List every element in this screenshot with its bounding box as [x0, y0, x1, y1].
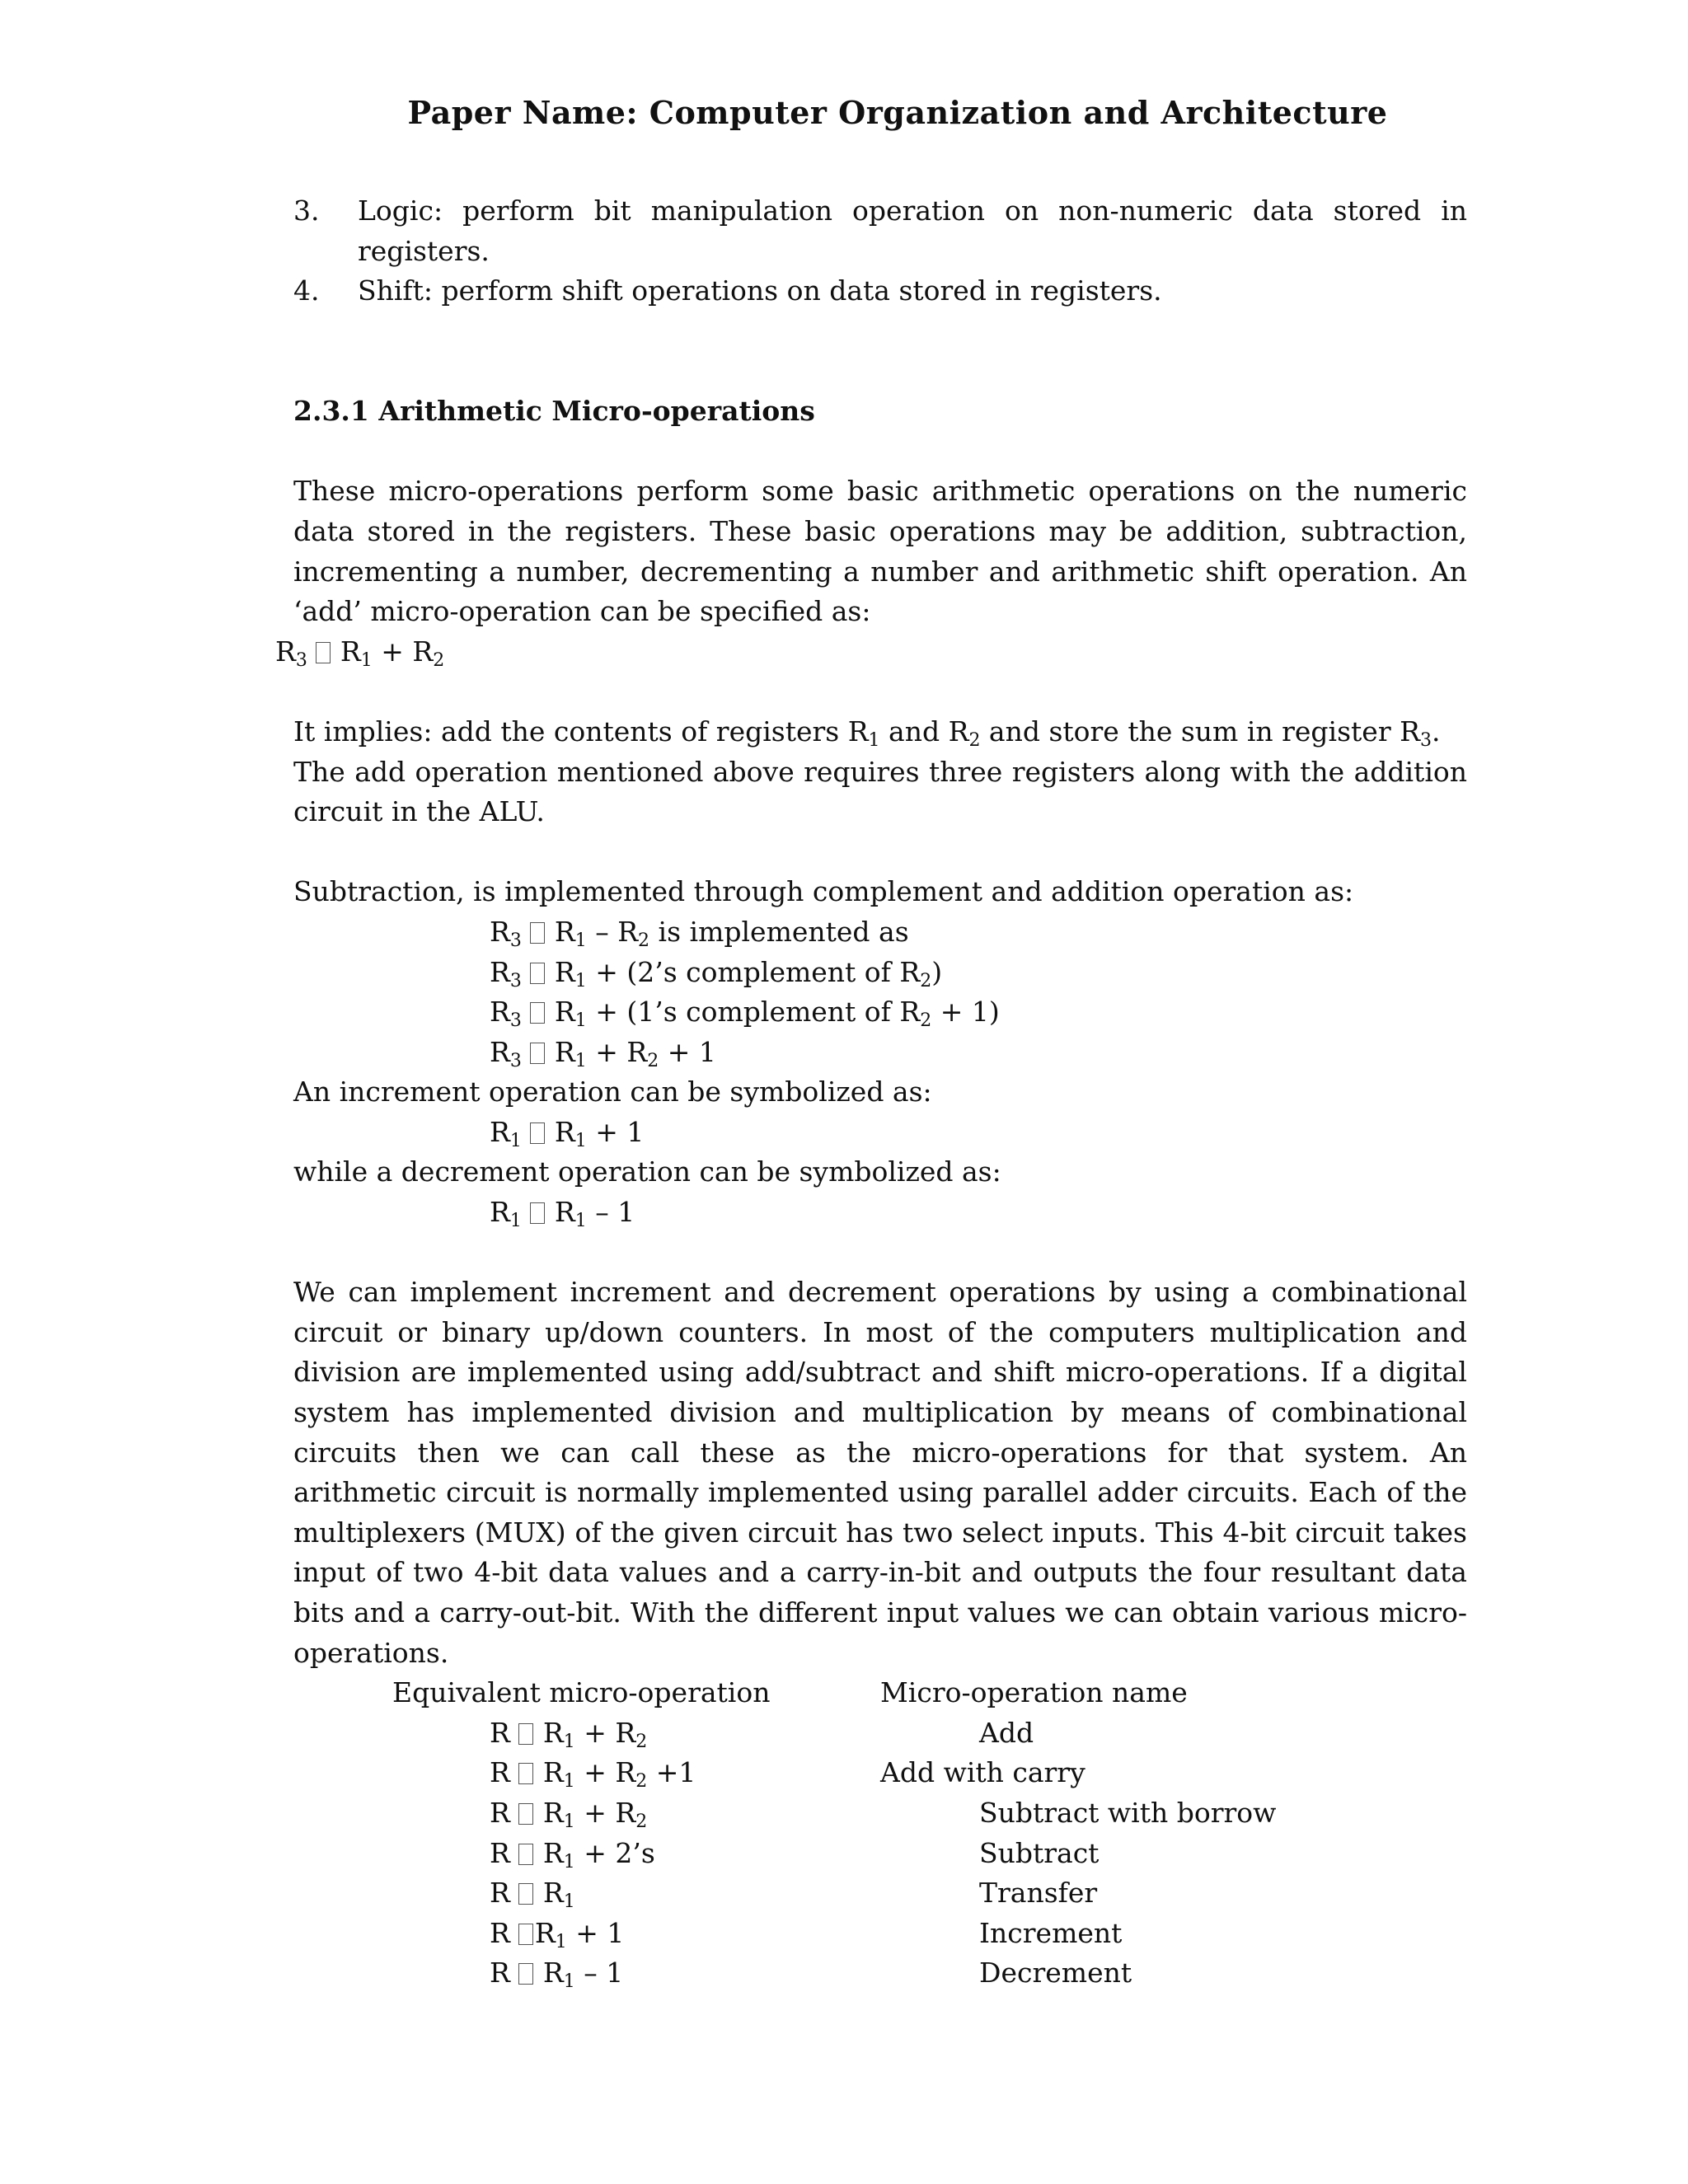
list-number: 3. [293, 194, 320, 227]
arrow-glyph-icon [316, 642, 331, 663]
table-row [293, 1834, 1467, 1874]
equation-sub-4: $R_3$ $R_1 + R_2 + 1$ [490, 1035, 716, 1071]
arrow-glyph-icon [518, 1723, 533, 1745]
micro-operation-table [293, 1673, 1467, 1994]
equation-increment: $R_1$ $R_1 + 1$ [490, 1115, 645, 1151]
list-text: Shift: perform shift operations on data stored in registers. [358, 274, 1162, 307]
paragraph-subtraction: Subtraction, is implemented through complement and addition operation as: [293, 875, 1354, 908]
table-cell-name: Transfer [979, 1877, 1098, 1910]
arrow-glyph-icon [530, 1202, 545, 1224]
document-body [275, 191, 1467, 1994]
table-cell-equation: R $R_1 + R_2$ [490, 1796, 648, 1832]
table-row [293, 1873, 1467, 1914]
page-title: Paper Name: Computer Organization and Architecture [407, 94, 1388, 131]
arrow-glyph-icon [530, 1122, 545, 1144]
list-number: 4. [293, 274, 320, 307]
table-row [293, 1914, 1467, 1954]
table-row [293, 1753, 1467, 1793]
arrow-glyph-icon [518, 1963, 533, 1985]
paragraph-increment: An increment operation can be symbolized as: [293, 1076, 932, 1108]
equation-sub-3: $R_3$ $R_1$ + (1’s complement of $R_2 + 1$) [490, 996, 1000, 1032]
table-cell-name: Subtract with borrow [979, 1796, 1277, 1829]
table-cell-equation: R $R_1$ [490, 1877, 575, 1913]
paragraph-intro: These micro-operations perform some basic arithmetic operations on the numeric data stored in the registers. These basic operations may be addition, subtraction, incrementing a number, decrementing a number and arithmetic shift operation. An ‘add’ micro-operation can be specified as: [293, 475, 1467, 628]
table-row [293, 1793, 1467, 1834]
table-cell-equation: R $R_1 + R_2$ [490, 1716, 648, 1752]
arrow-glyph-icon [530, 922, 545, 944]
table-cell-equation: R $R_1 + 1$ [490, 1916, 625, 1952]
paragraph-decrement: while a decrement operation can be symbolized as: [293, 1155, 1001, 1188]
table-cell-equation: R $R_1 - 1$ [490, 1957, 624, 1993]
paragraph-implementation: We can implement increment and decrement operations by using a combinational circuit or binary up/down counters. In most of the computers multiplication and division are implemented using add/subtract and shift micro-operations. If a digital system has implemented division and multiplication by means of combinational circuits then we can call these as the micro-operations for that system. An arithmetic circuit is normally implemented using parallel adder circuits. Each of the multiplexers (MUX) of the given circuit has two select inputs. This 4-bit circuit takes input of two 4-bit data values and a carry-in-bit and outputs the four resultant data bits and a carry-out-bit. With the different input values we can obtain various micro-operations. [293, 1276, 1467, 1669]
table-cell-name: Increment [979, 1916, 1123, 1949]
list-item-logic [293, 191, 1467, 271]
arrow-glyph-icon [518, 1844, 533, 1865]
table-row [293, 1953, 1467, 1994]
table-cell-equation: R $R_1 + R_2 +1$ [490, 1756, 696, 1793]
table-cell-equation: R $R_1$ + 2’s [490, 1836, 655, 1872]
paragraph-add-requirement: The add operation mentioned above requires three registers along with the addition circuit in the ALU. [293, 755, 1467, 828]
equation-sub-1: $R_3$ $R_1 - R_2$ is implemented as [490, 915, 909, 951]
arrow-glyph-icon [530, 1043, 545, 1064]
arrow-glyph-icon [518, 1803, 533, 1825]
arrow-glyph-icon [518, 1763, 533, 1784]
table-row [293, 1713, 1467, 1754]
section-heading: 2.3.1 Arithmetic Micro-operations [293, 394, 815, 427]
equation-sub-2: $R_3$ $R_1$ + (2’s complement of $R_2$) [490, 955, 943, 991]
table-cell-name: Subtract [979, 1836, 1100, 1869]
table-cell-name: Decrement [979, 1957, 1132, 1990]
arrow-glyph-icon [530, 1002, 545, 1024]
list-text: Logic: perform bit manipulation operation on non-numeric data stored in registers. [358, 194, 1467, 267]
table-header-row [293, 1673, 1467, 1713]
arrow-glyph-icon [518, 1883, 533, 1905]
arrow-glyph-icon [530, 963, 545, 984]
table-cell-name: Add [979, 1716, 1034, 1749]
column-header: Micro-operation name [880, 1676, 1188, 1709]
paragraph-implies: It implies: add the contents of registers $R_1$ and $R_2$ and store the sum in register $R_3$. [293, 715, 1441, 751]
list-item-shift [293, 271, 1467, 312]
table-cell-name: Add with carry [880, 1756, 1085, 1789]
arrow-glyph-icon [518, 1924, 533, 1945]
equation-decrement: $R_1$ $R_1 - 1$ [490, 1196, 635, 1232]
column-header: Equivalent micro-operation [392, 1676, 771, 1709]
equation-add: $R_3$ $R_1 + R_2$ [275, 635, 445, 671]
